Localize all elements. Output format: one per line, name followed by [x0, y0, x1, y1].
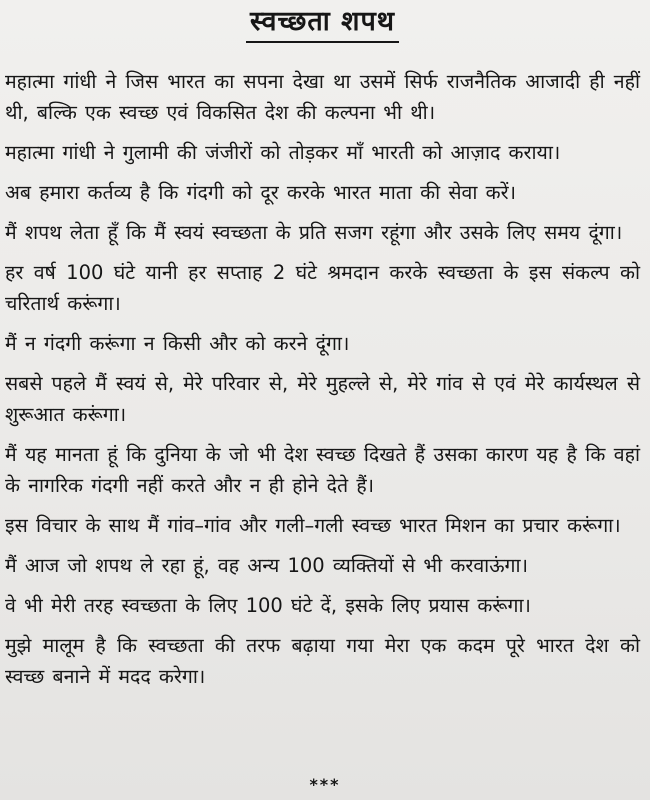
pledge-paragraph-3: अब हमारा कर्तव्य है कि गंदगी को दूर करके भारत माता की सेवा करें।: [5, 181, 516, 204]
pledge-paragraph-9: इस विचार के साथ मैं गांव–गांव और गली–गली स्वच्छ भारत मिशन का प्रचार करूंगा।: [5, 514, 621, 537]
pledge-paragraph-11: वे भी मेरी तरह स्वच्छता के लिए 100 घंटे दें, इसके लिए प्रयास करूंगा।: [5, 594, 531, 617]
title-text: स्वच्छता शपथ: [246, 4, 399, 43]
pledge-paragraph-7: सबसे पहले मैं स्वयं से, मेरे परिवार से, मेरे मुहल्ले से, मेरे गांव से एवं मेरे कार्यस्थल से शुरूआत करूंगा।: [5, 372, 640, 426]
pledge-paragraph-10: मैं आज जो शपथ ले रहा हूं, वह अन्य 100 व्यक्तियों से भी करवाऊंगा।: [5, 554, 528, 577]
pledge-paragraph-5: हर वर्ष 100 घंटे यानी हर सप्ताह 2 घंटे श्रमदान करके स्वच्छता के इस संकल्प को चरितार्थ करूंगा।: [5, 261, 640, 315]
pledge-paragraph-8: मैं यह मानता हूं कि दुनिया के जो भी देश स्वच्छ दिखते हैं उसका कारण यह है कि वहां के नागरिक गंदगी नहीं करते और न ही होने देते हैं।: [5, 443, 640, 497]
pledge-paragraph-1: महात्मा गांधी ने जिस भारत का सपना देखा था उसमें सिर्फ राजनैतिक आजादी ही नहीं थी, बल्कि एक स्वच्छ एवं विकसित देश की कल्पना भी थी।: [5, 70, 640, 124]
pledge-paragraph-2: महात्मा गांधी ने गुलामी की जंजीरों को तोड़कर माँ भारती को आज़ाद कराया।: [5, 141, 561, 164]
pledge-paragraph-12: मुझे मालूम है कि स्वच्छता की तरफ बढ़ाया गया मेरा एक कदम पूरे भारत देश को स्वच्छ बनाने में मदद करेगा।: [5, 634, 640, 688]
pledge-paragraph-6: मैं न गंदगी करूंगा न किसी और को करने दूंगा।: [5, 332, 350, 355]
document-title: [5, 0, 640, 48]
pledge-body: [5, 66, 640, 692]
pledge-paragraph-4: मैं शपथ लेता हूँ कि मैं स्वयं स्वच्छता के प्रति सजग रहूंगा और उसके लिए समय दूंगा।: [5, 221, 623, 244]
end-marker: ***: [309, 775, 341, 794]
